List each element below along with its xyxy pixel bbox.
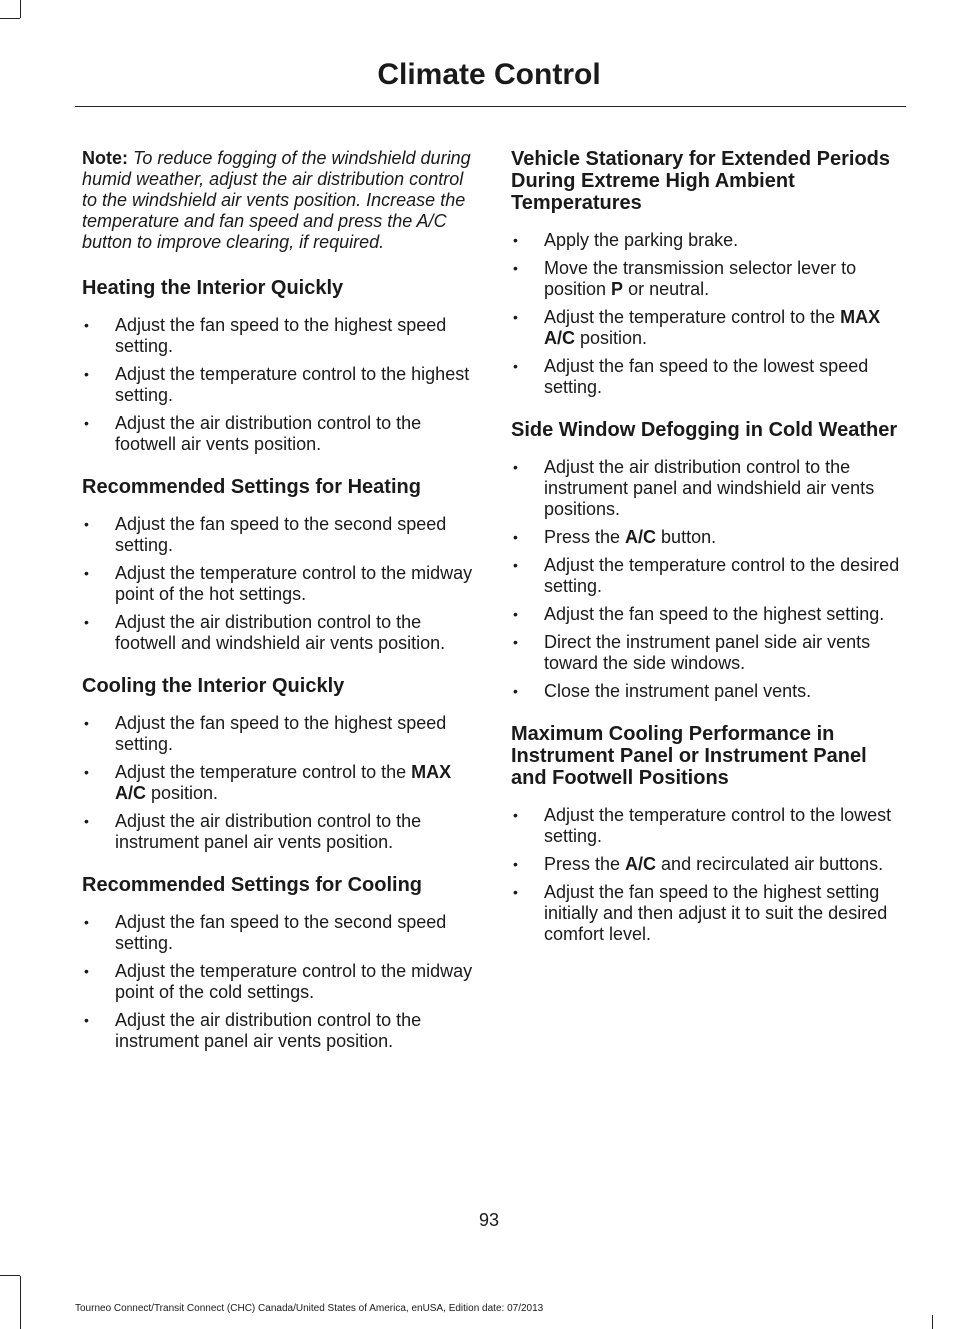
item-text: Adjust the temperature control to the midway point of the cold settings. [115,961,473,1002]
crop-mark [20,1276,21,1329]
item-text: Adjust the air distribution control to the instrument panel air vents position. [115,1010,422,1051]
bullet-icon: • [513,309,518,325]
list-item [82,413,474,455]
right-column [511,148,906,966]
bullet-icon: • [84,715,89,731]
item-text: Adjust the fan speed to the highest setting. [544,604,885,624]
emphasis-text: A/C [625,854,657,874]
list-item [82,364,474,406]
list-item [82,563,474,605]
bullet-icon: • [513,634,518,650]
emphasis-text: MAX A/C [115,762,452,803]
bullet-icon: • [84,366,89,382]
list-item [82,961,474,1003]
item-text: Apply the parking brake. [544,230,739,250]
bullet-icon: • [84,963,89,979]
item-text: button. [656,527,717,547]
section-heading-maximum-cooling-performance-in-instrument-panel-or-instrument-panel-and-footwell-positions: Maximum Cooling Performance in Instrument Panel or Instrument Panel and Footwell Positions [511,723,867,789]
item-text: Adjust the temperature control to the highest setting. [115,364,470,405]
bullet-icon: • [84,914,89,930]
item-text: Adjust the air distribution control to the instrument panel air vents position. [115,811,422,852]
footer-edition: Tourneo Connect/Transit Connect (CHC) Canada/United States of America, enUSA, Edition date: 07/2013 [75,1303,544,1314]
list-item [82,612,474,654]
left-sections [82,277,474,1052]
bullet-icon: • [84,516,89,532]
bullet-icon: • [513,807,518,823]
item-text: Adjust the fan speed to the highest setting initially and then adjust it to suit the desired comfort level. [544,882,888,944]
crop-mark [20,0,21,18]
list-item [511,555,906,597]
list-item [511,805,906,847]
bullet-icon: • [84,614,89,630]
bullet-icon: • [84,317,89,333]
bullet-list [511,805,906,945]
bullet-icon: • [513,683,518,699]
emphasis-text: MAX A/C [544,307,881,348]
list-item [82,514,474,556]
bullet-icon: • [513,884,518,900]
note-text: To reduce fogging of the windshield during humid weather, adjust the air distribution control to the windshield air vents position. Increase the temperature and fan speed and press the A/C button to improve clearing, if required. [82,148,471,252]
bullet-icon: • [84,565,89,581]
item-text: or neutral. [623,279,710,299]
section-heading-recommended-settings-for-cooling: Recommended Settings for Cooling [82,874,423,896]
item-text: Adjust the temperature control to the desired setting. [544,555,900,596]
list-item [511,356,906,398]
item-text: position. [146,783,219,803]
item-text: Adjust the air distribution control to the footwell air vents position. [115,413,422,454]
item-text: Close the instrument panel vents. [544,681,812,701]
bullet-icon: • [513,260,518,276]
item-text: Move the transmission selector lever to position [544,258,857,299]
emphasis-text: A/C [625,527,657,547]
list-item [82,811,474,853]
item-text: Adjust the temperature control to the [115,762,412,782]
bullet-icon: • [84,764,89,780]
item-text: Adjust the fan speed to the highest speed setting. [115,713,447,754]
list-item [511,307,906,349]
item-text: and recirculated air buttons. [656,854,884,874]
list-item [511,882,906,945]
list-item [511,258,906,300]
list-item [511,632,906,674]
item-text: Adjust the air distribution control to the footwell and windshield air vents position. [115,612,446,653]
item-text: Adjust the fan speed to the highest speed setting. [115,315,447,356]
list-item [82,762,474,804]
section-heading-cooling-the-interior-quickly: Cooling the Interior Quickly [82,675,345,697]
page-number: 93 [478,1210,500,1230]
section-heading-recommended-settings-for-heating: Recommended Settings for Heating [82,476,421,498]
item-text: position. [575,328,648,348]
bullet-list [82,713,474,853]
bullet-list [82,315,474,455]
item-text: Adjust the fan speed to the second speed setting. [115,912,447,953]
bullet-icon: • [513,529,518,545]
section-heading-vehicle-stationary-for-extended-periods-during-extreme-high-ambient-temperatures: Vehicle Stationary for Extended Periods During Extreme High Ambient Temperatures [511,148,891,214]
list-item [511,230,906,251]
crop-mark [0,1275,20,1276]
bullet-icon: • [84,1012,89,1028]
bullet-list [511,457,906,702]
item-text: Adjust the temperature control to the midway point of the hot settings. [115,563,473,604]
crop-mark [932,1315,933,1329]
bullet-icon: • [513,557,518,573]
bullet-icon: • [84,813,89,829]
right-sections [511,148,906,945]
bullet-list [82,912,474,1052]
list-item [511,854,906,875]
crop-mark [0,18,20,19]
section-heading-heating-the-interior-quickly: Heating the Interior Quickly [82,277,344,299]
left-column [82,148,474,1073]
item-text: Adjust the temperature control to the lowest setting. [544,805,892,846]
bullet-icon: • [513,459,518,475]
item-text: Press the [544,527,626,547]
title-divider [75,106,906,107]
item-text: Adjust the air distribution control to the instrument panel and windshield air vents positions. [544,457,875,519]
list-item [82,713,474,755]
section-heading-side-window-defogging-in-cold-weather: Side Window Defogging in Cold Weather [511,419,898,441]
item-text: Adjust the fan speed to the lowest speed setting. [544,356,869,397]
bullet-list [82,514,474,654]
item-text: Adjust the fan speed to the second speed setting. [115,514,447,555]
item-text: Direct the instrument panel side air vents toward the side windows. [544,632,871,673]
list-item [511,457,906,520]
bullet-icon: • [84,415,89,431]
list-item [82,315,474,357]
note [82,148,474,253]
page-title: Climate Control [377,58,601,91]
note-label: Note: [82,148,128,168]
list-item [511,527,906,548]
bullet-icon: • [513,856,518,872]
emphasis-text: P [611,279,624,299]
item-text: Adjust the temperature control to the [544,307,841,327]
list-item [82,1010,474,1052]
bullet-icon: • [513,606,518,622]
list-item [511,604,906,625]
list-item [82,912,474,954]
bullet-icon: • [513,232,518,248]
list-item [511,681,906,702]
bullet-icon: • [513,358,518,374]
item-text: Press the [544,854,626,874]
bullet-list [511,230,906,398]
